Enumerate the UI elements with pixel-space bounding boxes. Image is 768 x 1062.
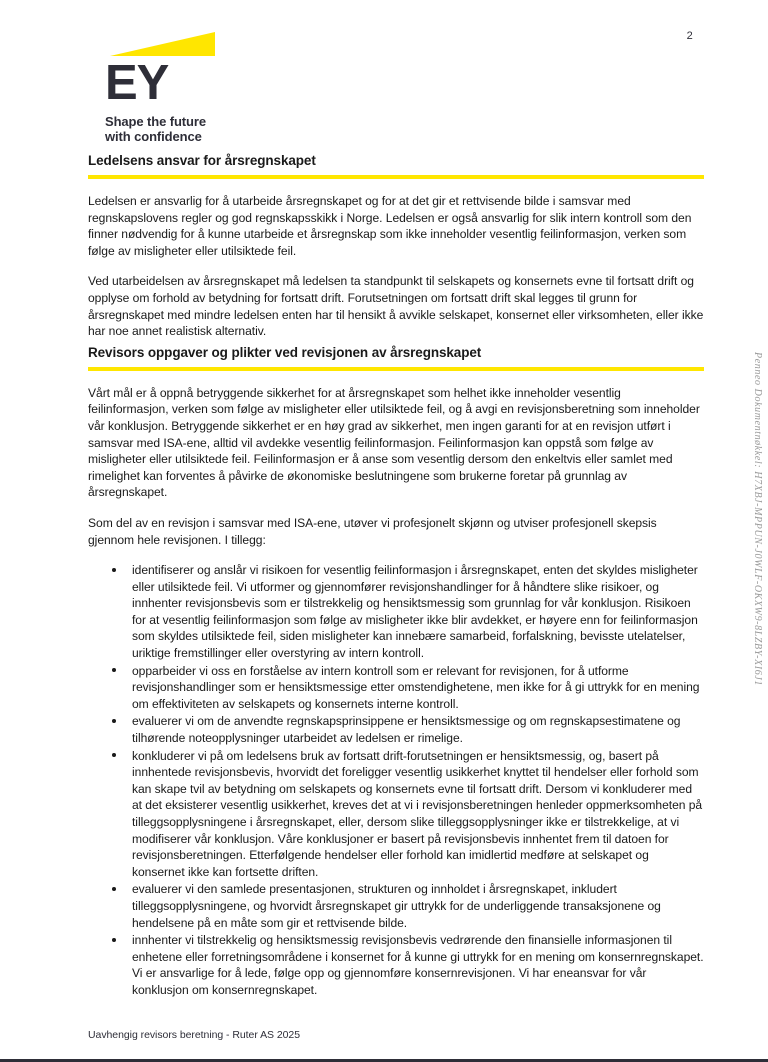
penneo-document-key-text: Penneo Dokumentnøkkel: H7XBJ-MPPUN-J0WLF-OKXW9-8LZBY-XI6J1 (752, 352, 763, 686)
list-item (88, 663, 704, 713)
page-number: 2 (686, 30, 693, 42)
ey-tagline (105, 114, 305, 144)
list-item (88, 562, 704, 662)
bullet-dot-icon (112, 753, 116, 757)
document-body (88, 152, 704, 1003)
paragraph: Ved utarbeidelsen av årsregnskapet må ledelsen ta standpunkt til selskapets og konsernets evne til fortsatt drift og opplyse om forhold av betydning for fortsatt drift. Forutsetningen om fortsatt drift skal legges til grunn for årsregnskapet med mindre ledelsen enten har til hensikt å avvikle selskapet, konsernet eller virksomheten, eller ikke har noe annet realistisk alternativ. (88, 274, 704, 339)
ey-tagline-line2: with confidence (105, 129, 202, 144)
list-item-text: evaluerer vi den samlede presentasjonen, strukturen og innholdet i årsregnskapet, inkludert tilleggsopplysningene, og hvorvidt årsregnskapet gir uttrykk for de underliggende transaksjonene og hendelsene på en måte som gir et rettvisende bilde. (132, 882, 661, 930)
section-revisors-oppgaver (88, 344, 704, 999)
list-item-text: evaluerer vi om de anvendte regnskapsprinsippene er hensiktsmessige og om regnskapsestimatene og tilhørende noteopplysninger utarbeidet av ledelsen er rimelige. (132, 714, 681, 746)
list-item (88, 713, 704, 746)
list-item (88, 881, 704, 931)
list-item-text: innhenter vi tilstrekkelig og hensiktsmessig revisjonsbevis vedrørende den finansielle informasjonen til enhetene eller forretningsområdene i konsernet for å kunne gi uttrykk for en mening om konsernregnskapet. Vi er ansvarlige for å lede, følge opp og gjennomføre konsernrevisjonen. Vi har eneansvar for vår konklusjon om konsernregnskapet. (132, 933, 704, 997)
bullet-dot-icon (112, 668, 116, 672)
section-ledelsens-ansvar (88, 152, 704, 340)
paragraph: Ledelsen er ansvarlig for å utarbeide årsregnskapet og for at det gir et rettvisende bilde i samsvar med regnskapslovens regler og god regnskapsskikk i Norge. Ledelsen er også ansvarlig for slik intern kontroll som den finner nødvendig for å kunne utarbeide et årsregnskap som ikke inneholder vesentlig feilinformasjon, verken som følge av misligheter eller utilsiktede feil. (88, 194, 692, 258)
bullet-dot-icon (112, 887, 116, 891)
heading-rule (88, 175, 704, 179)
list-item (88, 748, 704, 881)
bullet-list (88, 562, 704, 998)
section-heading: Revisors oppgaver og plikter ved revisjonen av årsregnskapet (88, 344, 482, 360)
penneo-document-key-stamp (746, 352, 764, 712)
ey-beam-icon (110, 32, 215, 56)
paragraph: Som del av en revisjon i samsvar med ISA-ene, utøver vi profesjonelt skjønn og utviser profesjonell skepsis gjennom hele revisjonen. I tillegg: (88, 515, 657, 547)
list-item (88, 932, 704, 998)
heading-rule (88, 367, 704, 371)
paragraph: Vårt mål er å oppnå betryggende sikkerhet for at årsregnskapet som helhet ikke inneholder vesentlig feilinformasjon, verken som følge av misligheter eller utilsiktede feil, og å avgi en revisjonsberetning som inneholder vår konklusjon. Betryggende sikkerhet er en høy grad av sikkerhet, men ingen garanti for at en revisjon utført i samsvar med ISA-ene, alltid vil avdekke vesentlig feilinformasjon. Feilinformasjon kan oppstå som følge av misligheter eller utilsiktede feil. Feilinformasjon er å anse som vesentlig dersom den enkeltvis eller samlet med rimelighet kan forventes å påvirke de økonomiske beslutningene som brukerne foretar på grunnlag av årsregnskapet. (88, 385, 700, 500)
bullet-dot-icon (112, 719, 116, 723)
footer-text: Uavhengig revisors beretning - Ruter AS 2025 (88, 1029, 301, 1041)
ey-logo (105, 32, 305, 144)
list-item-text: identifiserer og anslår vi risikoen for vesentlig feilinformasjon i årsregnskapet, enten det skyldes misligheter eller utilsiktede feil. Vi utformer og gjennomfører revisjonshandlinger for å håndtere slike risikoer, og innhenter revisjonsbevis som er tilstrekkelig og hensiktsmessig som grunnlag for vår konklusjon. Risikoen for at vesentlig feilinformasjon som følge av misligheter ikke blir avdekket, er høyere enn for feilinformasjon som skyldes utilsiktede feil, siden misligheter kan innebære samarbeid, forfalskning, bevisste utelatelser, uriktige fremstillinger eller overstyring av intern kontroll. (132, 563, 698, 661)
section-heading: Ledelsens ansvar for årsregnskapet (88, 153, 316, 168)
bullet-dot-icon (112, 938, 116, 942)
list-item-text: konkluderer vi på om ledelsens bruk av fortsatt drift-forutsetningen er hensiktsmessig, og, basert på innhentede revisjonsbevis, hvorvidt det foreligger vesentlig usikkerhet knyttet til hendelser eller forhold som kan skape tvil av betydning om selskapets og konsernets evne til fortsatt drift. Dersom vi konkluderer med at det eksisterer vesentlig usikkerhet, kreves det at vi i revisjonsberetningen henleder oppmerksomheten på tilleggsopplysningene i årsregnskapet, eller, dersom slike tilleggsopplysninger ikke er tilstrekkelige, at vi modifiserer vår konklusjon. Våre konklusjoner er basert på revisjonsbevis innhentet frem til datoen for revisjonsberetningen. Etterfølgende hendelser eller forhold kan imidlertid medføre at selskapet og konsernet ikke kan fortsette driften. (132, 748, 703, 879)
ey-wordmark: EY (105, 56, 169, 110)
ey-tagline-line1: Shape the future (105, 114, 206, 129)
bullet-dot-icon (112, 568, 116, 572)
list-item-text: opparbeider vi oss en forståelse av intern kontroll som er relevant for revisjonen, for å utforme revisjonshandlinger som er hensiktsmessige etter omstendighetene, men ikke for å gi uttrykk for en mening om effektiviteten av selskapets og konsernets interne kontroll. (132, 663, 700, 711)
